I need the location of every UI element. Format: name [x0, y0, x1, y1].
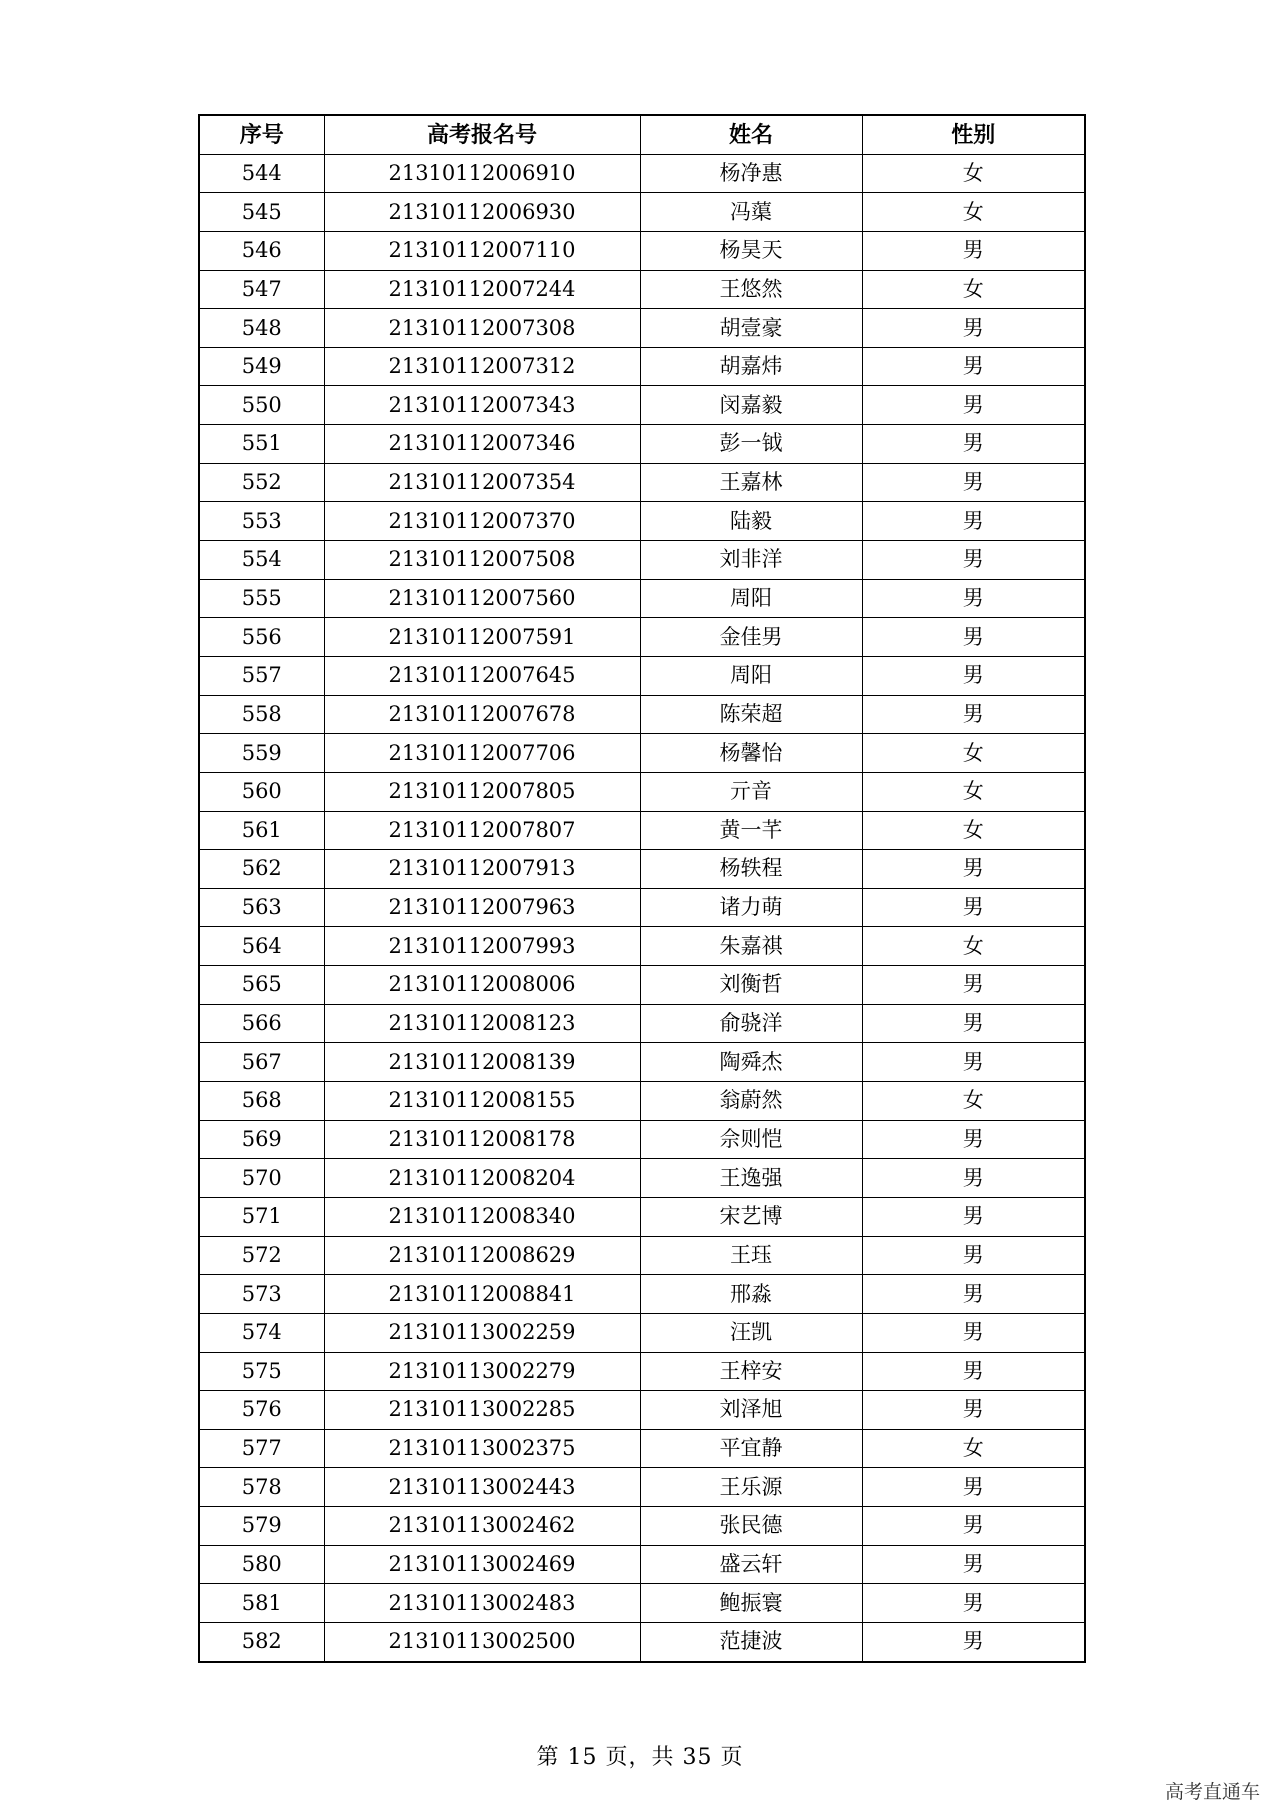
cell-name: 平宜静 [640, 1429, 862, 1468]
header-seq: 序号 [199, 115, 324, 154]
cell-seq: 573 [199, 1275, 324, 1314]
table-row [199, 1120, 1085, 1159]
cell-gender: 女 [862, 927, 1085, 966]
cell-exam-number: 21310112008006 [324, 966, 640, 1005]
table-row [199, 656, 1085, 695]
cell-gender: 男 [862, 1584, 1085, 1623]
cell-name: 鲍振寰 [640, 1584, 862, 1623]
cell-name: 刘衡哲 [640, 966, 862, 1005]
cell-gender: 女 [862, 154, 1085, 193]
table-row [199, 888, 1085, 927]
cell-seq: 546 [199, 231, 324, 270]
cell-name: 王嘉林 [640, 463, 862, 502]
cell-gender: 男 [862, 1313, 1085, 1352]
cell-exam-number: 21310112007308 [324, 309, 640, 348]
cell-name: 邢淼 [640, 1275, 862, 1314]
cell-gender: 男 [862, 1275, 1085, 1314]
cell-name: 盛云轩 [640, 1545, 862, 1584]
cell-name: 彭一钺 [640, 425, 862, 464]
cell-exam-number: 21310113002279 [324, 1352, 640, 1391]
cell-gender: 男 [862, 1352, 1085, 1391]
table-row [199, 193, 1085, 232]
cell-name: 王梓安 [640, 1352, 862, 1391]
table-row [199, 1004, 1085, 1043]
watermark: 高考直通车 [1164, 1781, 1260, 1803]
cell-name: 黄一芊 [640, 811, 862, 850]
table-row [199, 1197, 1085, 1236]
table-row [199, 1391, 1085, 1430]
cell-exam-number: 21310112007591 [324, 618, 640, 657]
cell-name: 周阳 [640, 579, 862, 618]
cell-seq: 553 [199, 502, 324, 541]
cell-gender: 女 [862, 1082, 1085, 1121]
table-row [199, 772, 1085, 811]
cell-gender: 男 [862, 347, 1085, 386]
cell-gender: 男 [862, 309, 1085, 348]
table-row [199, 1043, 1085, 1082]
cell-seq: 570 [199, 1159, 324, 1198]
table-row [199, 386, 1085, 425]
cell-seq: 571 [199, 1197, 324, 1236]
cell-seq: 579 [199, 1507, 324, 1546]
cell-gender: 男 [862, 888, 1085, 927]
cell-gender: 男 [862, 1197, 1085, 1236]
cell-exam-number: 21310112007343 [324, 386, 640, 425]
cell-gender: 男 [862, 1004, 1085, 1043]
table-row [199, 966, 1085, 1005]
cell-seq: 551 [199, 425, 324, 464]
cell-name: 闵嘉毅 [640, 386, 862, 425]
cell-seq: 567 [199, 1043, 324, 1082]
cell-exam-number: 21310112007645 [324, 656, 640, 695]
cell-gender: 男 [862, 1120, 1085, 1159]
table-row [199, 231, 1085, 270]
cell-seq: 582 [199, 1622, 324, 1661]
cell-name: 杨馨怡 [640, 734, 862, 773]
cell-name: 王悠然 [640, 270, 862, 309]
cell-seq: 577 [199, 1429, 324, 1468]
cell-seq: 578 [199, 1468, 324, 1507]
cell-gender: 男 [862, 1468, 1085, 1507]
cell-name: 胡壹豪 [640, 309, 862, 348]
table-row [199, 1545, 1085, 1584]
cell-seq: 564 [199, 927, 324, 966]
cell-seq: 569 [199, 1120, 324, 1159]
table-row [199, 425, 1085, 464]
cell-exam-number: 21310112007678 [324, 695, 640, 734]
cell-gender: 女 [862, 270, 1085, 309]
header-name: 姓名 [640, 115, 862, 154]
cell-seq: 562 [199, 850, 324, 889]
table-row [199, 154, 1085, 193]
table-row [199, 1082, 1085, 1121]
cell-gender: 男 [862, 618, 1085, 657]
cell-name: 亓音 [640, 772, 862, 811]
cell-seq: 545 [199, 193, 324, 232]
cell-name: 冯蕖 [640, 193, 862, 232]
cell-name: 杨净惠 [640, 154, 862, 193]
cell-name: 王逸强 [640, 1159, 862, 1198]
cell-gender: 男 [862, 1391, 1085, 1430]
table-row [199, 618, 1085, 657]
cell-gender: 女 [862, 772, 1085, 811]
cell-name: 朱嘉祺 [640, 927, 862, 966]
cell-gender: 男 [862, 386, 1085, 425]
table-row [199, 541, 1085, 580]
table-row [199, 1275, 1085, 1314]
cell-gender: 男 [862, 502, 1085, 541]
cell-exam-number: 21310113002375 [324, 1429, 640, 1468]
table-row [199, 579, 1085, 618]
cell-seq: 561 [199, 811, 324, 850]
cell-gender: 男 [862, 1159, 1085, 1198]
cell-exam-number: 21310112007993 [324, 927, 640, 966]
cell-name: 杨轶程 [640, 850, 862, 889]
cell-exam-number: 21310113002483 [324, 1584, 640, 1623]
cell-seq: 550 [199, 386, 324, 425]
cell-gender: 男 [862, 425, 1085, 464]
cell-exam-number: 21310112007913 [324, 850, 640, 889]
cell-exam-number: 21310112008139 [324, 1043, 640, 1082]
cell-exam-number: 21310113002443 [324, 1468, 640, 1507]
cell-name: 胡嘉炜 [640, 347, 862, 386]
table-row [199, 1313, 1085, 1352]
cell-exam-number: 21310112007346 [324, 425, 640, 464]
table-row [199, 850, 1085, 889]
cell-gender: 男 [862, 1622, 1085, 1661]
cell-exam-number: 21310112008841 [324, 1275, 640, 1314]
cell-seq: 574 [199, 1313, 324, 1352]
cell-seq: 560 [199, 772, 324, 811]
cell-name: 王珏 [640, 1236, 862, 1275]
cell-exam-number: 21310112007560 [324, 579, 640, 618]
table-row [199, 1507, 1085, 1546]
cell-gender: 男 [862, 1236, 1085, 1275]
cell-exam-number: 21310113002469 [324, 1545, 640, 1584]
cell-gender: 男 [862, 231, 1085, 270]
cell-seq: 549 [199, 347, 324, 386]
cell-gender: 男 [862, 579, 1085, 618]
cell-exam-number: 21310112006930 [324, 193, 640, 232]
cell-name: 汪凯 [640, 1313, 862, 1352]
cell-gender: 男 [862, 966, 1085, 1005]
cell-gender: 男 [862, 463, 1085, 502]
cell-name: 陶舜杰 [640, 1043, 862, 1082]
cell-gender: 男 [862, 695, 1085, 734]
table-row [199, 1584, 1085, 1623]
cell-name: 金佳男 [640, 618, 862, 657]
cell-seq: 548 [199, 309, 324, 348]
table-row [199, 1159, 1085, 1198]
table-row [199, 1352, 1085, 1391]
cell-seq: 580 [199, 1545, 324, 1584]
table-row [199, 309, 1085, 348]
table-row [199, 347, 1085, 386]
cell-name: 张民德 [640, 1507, 862, 1546]
cell-name: 周阳 [640, 656, 862, 695]
cell-exam-number: 21310112007312 [324, 347, 640, 386]
cell-seq: 544 [199, 154, 324, 193]
cell-exam-number: 21310112008155 [324, 1082, 640, 1121]
cell-exam-number: 21310112007244 [324, 270, 640, 309]
table-row [199, 1468, 1085, 1507]
cell-seq: 552 [199, 463, 324, 502]
cell-seq: 559 [199, 734, 324, 773]
table-row [199, 927, 1085, 966]
cell-seq: 566 [199, 1004, 324, 1043]
cell-seq: 568 [199, 1082, 324, 1121]
table-row [199, 734, 1085, 773]
cell-seq: 547 [199, 270, 324, 309]
cell-seq: 555 [199, 579, 324, 618]
cell-seq: 556 [199, 618, 324, 657]
page-number: 第 15 页，共 35 页 [536, 1745, 744, 1770]
cell-seq: 572 [199, 1236, 324, 1275]
header-gender: 性别 [862, 115, 1085, 154]
header-exam-number: 高考报名号 [324, 115, 640, 154]
cell-name: 翁蔚然 [640, 1082, 862, 1121]
cell-exam-number: 21310112008178 [324, 1120, 640, 1159]
cell-name: 宋艺博 [640, 1197, 862, 1236]
cell-exam-number: 21310112007963 [324, 888, 640, 927]
cell-name: 陈荣超 [640, 695, 862, 734]
cell-exam-number: 21310113002462 [324, 1507, 640, 1546]
table-row [199, 695, 1085, 734]
cell-name: 王乐源 [640, 1468, 862, 1507]
cell-exam-number: 21310112007508 [324, 541, 640, 580]
cell-seq: 565 [199, 966, 324, 1005]
cell-gender: 女 [862, 1429, 1085, 1468]
table-row [199, 1429, 1085, 1468]
cell-name: 陆毅 [640, 502, 862, 541]
cell-name: 刘非洋 [640, 541, 862, 580]
cell-gender: 男 [862, 541, 1085, 580]
cell-exam-number: 21310113002285 [324, 1391, 640, 1430]
cell-exam-number: 21310112006910 [324, 154, 640, 193]
cell-seq: 576 [199, 1391, 324, 1430]
cell-exam-number: 21310112008629 [324, 1236, 640, 1275]
cell-exam-number: 21310112007370 [324, 502, 640, 541]
cell-seq: 557 [199, 656, 324, 695]
cell-exam-number: 21310113002500 [324, 1622, 640, 1661]
cell-gender: 女 [862, 811, 1085, 850]
cell-gender: 男 [862, 1043, 1085, 1082]
cell-exam-number: 21310112007354 [324, 463, 640, 502]
cell-name: 诸力萌 [640, 888, 862, 927]
cell-exam-number: 21310112007807 [324, 811, 640, 850]
cell-gender: 女 [862, 193, 1085, 232]
cell-exam-number: 21310112007110 [324, 231, 640, 270]
roster-table [198, 114, 1086, 1663]
cell-gender: 男 [862, 850, 1085, 889]
cell-gender: 男 [862, 1507, 1085, 1546]
cell-seq: 581 [199, 1584, 324, 1623]
table-row [199, 502, 1085, 541]
cell-name: 佘则恺 [640, 1120, 862, 1159]
cell-seq: 558 [199, 695, 324, 734]
cell-exam-number: 21310112007706 [324, 734, 640, 773]
table-row [199, 463, 1085, 502]
cell-name: 范捷波 [640, 1622, 862, 1661]
cell-exam-number: 21310112008204 [324, 1159, 640, 1198]
cell-name: 俞骁洋 [640, 1004, 862, 1043]
cell-exam-number: 21310112008340 [324, 1197, 640, 1236]
cell-gender: 男 [862, 656, 1085, 695]
cell-seq: 554 [199, 541, 324, 580]
table-body [199, 154, 1085, 1661]
table-header-row [199, 115, 1085, 154]
cell-name: 刘泽旭 [640, 1391, 862, 1430]
cell-exam-number: 21310112008123 [324, 1004, 640, 1043]
table-row [199, 1236, 1085, 1275]
cell-seq: 563 [199, 888, 324, 927]
cell-exam-number: 21310113002259 [324, 1313, 640, 1352]
table-row [199, 1622, 1085, 1661]
cell-exam-number: 21310112007805 [324, 772, 640, 811]
table-row [199, 270, 1085, 309]
cell-name: 杨昊天 [640, 231, 862, 270]
cell-gender: 女 [862, 734, 1085, 773]
table-row [199, 811, 1085, 850]
cell-seq: 575 [199, 1352, 324, 1391]
cell-gender: 男 [862, 1545, 1085, 1584]
